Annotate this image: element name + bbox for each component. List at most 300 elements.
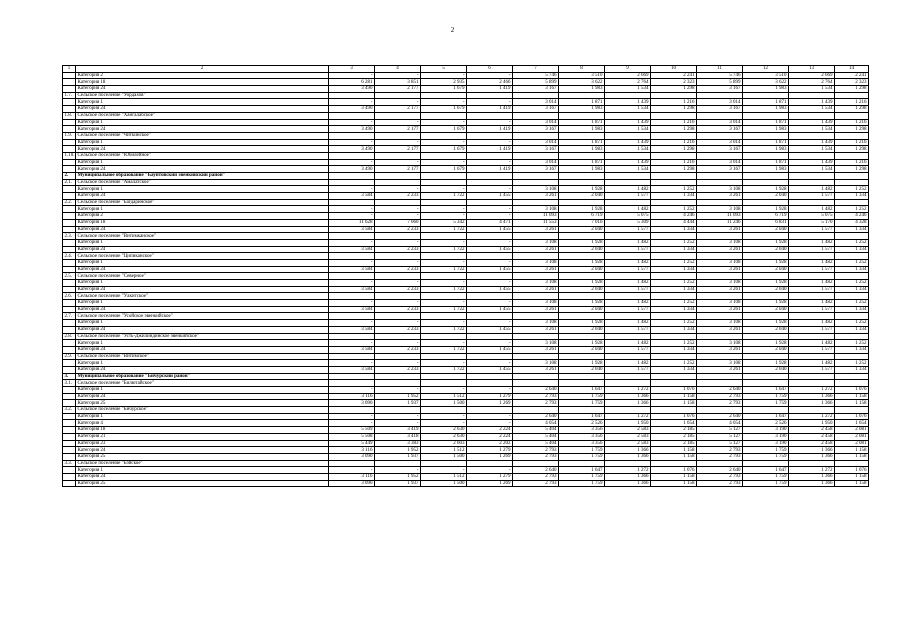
table-row	[63, 126, 869, 133]
value-cell	[421, 373, 467, 380]
value-cell: 1 334	[651, 266, 697, 273]
value-cell: 1 439	[605, 119, 651, 126]
value-cell	[651, 92, 697, 99]
value-cell: 1 577	[789, 226, 835, 233]
value-cell: 2 583	[605, 427, 651, 434]
value-cell	[513, 179, 559, 186]
value-cell: 3 419	[375, 427, 421, 434]
value-cell: 5 404	[513, 427, 559, 434]
value-cell: 1 334	[651, 366, 697, 373]
value-cell	[329, 152, 375, 159]
value-cell: -	[421, 206, 467, 213]
row-name: Категория 1	[76, 300, 329, 307]
value-cell: 1 439	[789, 99, 835, 106]
column-number: 7	[513, 66, 559, 73]
row-name: Категория 25	[76, 453, 329, 460]
value-cell: 3 108	[697, 206, 743, 213]
value-cell: -	[467, 300, 513, 307]
value-cell: 1 759	[559, 447, 605, 454]
value-cell: 1 216	[835, 119, 869, 126]
row-name: Сельское поселение "Усть-Джилиндинское эвенкийское"	[76, 333, 329, 340]
value-cell: 2 793	[697, 453, 743, 460]
value-cell: 3 261	[697, 346, 743, 353]
value-cell	[835, 293, 869, 300]
value-cell: 2 185	[651, 427, 697, 434]
value-cell: -	[375, 300, 421, 307]
value-cell: 7 060	[375, 219, 421, 226]
value-cell: 1 928	[743, 186, 789, 193]
value-cell: 2 233	[375, 366, 421, 373]
value-cell	[743, 233, 789, 240]
value-cell: 1 983	[743, 126, 789, 133]
value-cell	[697, 333, 743, 340]
row-name: Категория 21	[76, 433, 329, 440]
table-row	[63, 393, 869, 400]
value-cell	[375, 293, 421, 300]
value-cell	[835, 152, 869, 159]
value-cell: -	[467, 239, 513, 246]
row-code	[63, 106, 76, 113]
table-row	[63, 139, 869, 146]
value-cell: 1 722	[421, 346, 467, 353]
value-cell	[651, 179, 697, 186]
value-cell: 1 455	[467, 246, 513, 253]
value-cell: 1 534	[605, 146, 651, 153]
value-cell: 1 759	[559, 400, 605, 407]
value-cell: 1 534	[605, 126, 651, 133]
value-cell	[697, 152, 743, 159]
value-cell	[421, 173, 467, 180]
row-code	[63, 387, 76, 394]
value-cell	[697, 460, 743, 467]
value-cell: 1 298	[835, 126, 869, 133]
row-name: Категория 24	[76, 106, 329, 113]
section-row	[63, 152, 869, 159]
value-cell	[559, 132, 605, 139]
value-cell: 2 233	[375, 266, 421, 273]
value-cell	[421, 313, 467, 320]
value-cell: 2 793	[697, 473, 743, 480]
value-cell	[467, 353, 513, 360]
value-cell: 1 983	[559, 126, 605, 133]
table-row	[63, 193, 869, 200]
row-code	[63, 259, 76, 266]
value-cell	[559, 333, 605, 340]
value-cell: 2 526	[559, 420, 605, 427]
section-row	[63, 173, 869, 180]
value-cell: -	[329, 387, 375, 394]
value-cell	[697, 92, 743, 99]
row-name: Категория 1	[76, 413, 329, 420]
value-cell: 1 366	[789, 447, 835, 454]
value-cell: 1 534	[789, 106, 835, 113]
row-code	[63, 366, 76, 373]
value-cell: -	[467, 467, 513, 474]
row-name: Сельское поселение "Витимское"	[76, 353, 329, 360]
value-cell: 1 482	[789, 280, 835, 287]
row-name: Категория 1	[76, 259, 329, 266]
value-cell: 1 928	[743, 340, 789, 347]
value-cell: -	[329, 300, 375, 307]
value-cell	[559, 199, 605, 206]
value-cell	[605, 273, 651, 280]
value-cell	[467, 407, 513, 414]
value-cell: 1 158	[651, 393, 697, 400]
value-cell: 2 793	[513, 447, 559, 454]
value-cell	[789, 373, 835, 380]
value-cell: 1 647	[559, 413, 605, 420]
value-cell: 1 455	[467, 226, 513, 233]
value-cell	[375, 333, 421, 340]
table-row	[63, 226, 869, 233]
value-cell: 2 081	[835, 440, 869, 447]
value-cell	[835, 313, 869, 320]
value-cell: 1 937	[375, 400, 421, 407]
value-cell	[559, 92, 605, 99]
row-name: Категория 24	[76, 366, 329, 373]
value-cell	[743, 460, 789, 467]
value-cell: 2 040	[559, 266, 605, 273]
value-cell: 1 722	[421, 226, 467, 233]
value-cell: 2 458	[789, 440, 835, 447]
value-cell	[421, 380, 467, 387]
value-cell: 6 719	[559, 213, 605, 220]
value-cell: 2 224	[467, 427, 513, 434]
value-cell: 1 298	[835, 86, 869, 93]
value-cell	[697, 313, 743, 320]
value-cell: 2 793	[513, 393, 559, 400]
value-cell: 2 526	[743, 420, 789, 427]
row-name: Категория 25	[76, 400, 329, 407]
value-cell: 2 640	[697, 413, 743, 420]
value-cell	[375, 233, 421, 240]
value-cell: -	[375, 320, 421, 327]
value-cell: 1 076	[835, 387, 869, 394]
row-name: Категория 1	[76, 159, 329, 166]
value-cell: 7 016	[559, 219, 605, 226]
value-cell: -	[375, 119, 421, 126]
value-cell	[743, 253, 789, 260]
value-cell: 3 167	[513, 146, 559, 153]
value-cell: -	[329, 159, 375, 166]
value-cell	[329, 373, 375, 380]
value-cell: 3 490	[329, 106, 375, 113]
value-cell: 11 628	[329, 219, 375, 226]
value-cell: 2 233	[375, 286, 421, 293]
value-cell	[697, 199, 743, 206]
value-cell	[789, 333, 835, 340]
value-cell	[651, 173, 697, 180]
value-cell: 3 108	[513, 340, 559, 347]
value-cell: -	[329, 72, 375, 79]
value-cell	[789, 460, 835, 467]
value-cell	[467, 380, 513, 387]
value-cell: -	[421, 320, 467, 327]
value-cell: 3 116	[329, 447, 375, 454]
column-number: 8	[559, 66, 605, 73]
value-cell: 2 040	[559, 286, 605, 293]
column-number: 12	[743, 66, 789, 73]
table-row	[63, 366, 869, 373]
value-cell	[697, 380, 743, 387]
value-cell: 3 108	[513, 239, 559, 246]
value-cell: 4 246	[835, 213, 869, 220]
table-row	[63, 119, 869, 126]
row-code	[63, 306, 76, 313]
row-name: Категория 1	[76, 280, 329, 287]
value-cell: 3 584	[329, 286, 375, 293]
value-cell: 1 534	[789, 86, 835, 93]
value-cell: 2 185	[651, 440, 697, 447]
row-name: Категория 18	[76, 79, 329, 86]
value-cell: 1 482	[605, 186, 651, 193]
value-cell: 5 404	[513, 440, 559, 447]
value-cell: 3 190	[743, 433, 789, 440]
value-cell: 6 719	[743, 213, 789, 220]
value-cell: 2 040	[559, 306, 605, 313]
column-number-row	[63, 66, 869, 73]
value-cell	[513, 293, 559, 300]
value-cell: 3 116	[329, 473, 375, 480]
value-cell: 1 950	[605, 420, 651, 427]
value-cell	[513, 253, 559, 260]
value-cell	[559, 313, 605, 320]
table-row	[63, 219, 869, 226]
value-cell: -	[329, 239, 375, 246]
value-cell	[789, 253, 835, 260]
value-cell	[375, 132, 421, 139]
row-name: Категория 1	[76, 467, 329, 474]
value-cell: 3 090	[329, 480, 375, 487]
row-code	[63, 219, 76, 226]
value-cell	[835, 460, 869, 467]
value-cell: 11 093	[697, 213, 743, 220]
value-cell: 1 482	[605, 280, 651, 287]
column-number: 9	[605, 66, 651, 73]
row-code: 2.9.	[63, 353, 76, 360]
value-cell: 1 334	[835, 326, 869, 333]
value-cell: 3 108	[513, 206, 559, 213]
value-cell	[651, 293, 697, 300]
row-code: 3.3.	[63, 460, 76, 467]
value-cell: 1 577	[789, 193, 835, 200]
value-cell: 2 603	[421, 440, 467, 447]
row-name: Сельское поселение "Уордахов"	[76, 92, 329, 99]
row-code	[63, 320, 76, 327]
value-cell: 3 261	[513, 226, 559, 233]
value-cell: 1 298	[651, 166, 697, 173]
value-cell: 2 040	[559, 326, 605, 333]
value-cell	[789, 273, 835, 280]
table-row	[63, 99, 869, 106]
value-cell	[329, 460, 375, 467]
row-code	[63, 213, 76, 220]
section-row	[63, 92, 869, 99]
value-cell: 1 983	[743, 86, 789, 93]
value-cell: 1 759	[559, 473, 605, 480]
table-row	[63, 159, 869, 166]
row-code: 1.8.	[63, 112, 76, 119]
value-cell: 3 190	[743, 440, 789, 447]
value-cell: 1 654	[835, 420, 869, 427]
section-row	[63, 253, 869, 260]
value-cell	[789, 112, 835, 119]
value-cell: -	[329, 186, 375, 193]
value-cell: 5 746	[697, 72, 743, 79]
table-row	[63, 473, 869, 480]
value-cell: 3 261	[697, 226, 743, 233]
table-row	[63, 467, 869, 474]
row-code: 2.8.	[63, 333, 76, 340]
value-cell: 1 076	[835, 413, 869, 420]
value-cell	[835, 233, 869, 240]
value-cell: 1 158	[651, 447, 697, 454]
value-cell	[329, 293, 375, 300]
value-cell: 2 040	[559, 226, 605, 233]
value-cell: 1 298	[835, 146, 869, 153]
value-cell: 1 419	[467, 86, 513, 93]
value-cell: 2 793	[697, 480, 743, 487]
value-cell: 1 076	[651, 413, 697, 420]
value-cell: 1 983	[559, 106, 605, 113]
value-cell: 2 793	[697, 393, 743, 400]
value-cell	[513, 173, 559, 180]
value-cell: 1 158	[651, 453, 697, 460]
value-cell: -	[329, 206, 375, 213]
value-cell: -	[329, 413, 375, 420]
value-cell: 1 334	[835, 246, 869, 253]
row-name: Сельское поселение "Уакитское"	[76, 293, 329, 300]
value-cell: 1 216	[651, 159, 697, 166]
value-cell	[835, 173, 869, 180]
value-cell	[605, 173, 651, 180]
value-cell: -	[375, 159, 421, 166]
value-cell: -	[467, 139, 513, 146]
value-cell: 3 014	[513, 99, 559, 106]
column-number: 11	[697, 66, 743, 73]
value-cell: 1 482	[789, 186, 835, 193]
value-cell: 1 272	[789, 387, 835, 394]
value-cell: 3 014	[513, 159, 559, 166]
value-cell	[835, 132, 869, 139]
value-cell: 1 937	[375, 480, 421, 487]
row-code	[63, 300, 76, 307]
row-code: 2.3.	[63, 233, 76, 240]
row-name: Сельское поселение "Багдаринское"	[76, 199, 329, 206]
value-cell	[329, 112, 375, 119]
table-row	[63, 306, 869, 313]
value-cell: 2 793	[513, 453, 559, 460]
value-cell: 1 216	[835, 139, 869, 146]
row-code	[63, 413, 76, 420]
value-cell: 5 309	[605, 219, 651, 226]
table-row	[63, 300, 869, 307]
table-row	[63, 427, 869, 434]
value-cell	[651, 152, 697, 159]
table-row	[63, 86, 869, 93]
value-cell: 2 233	[375, 326, 421, 333]
value-cell	[513, 132, 559, 139]
value-cell: 1 252	[835, 280, 869, 287]
value-cell: 3 584	[329, 326, 375, 333]
row-code	[63, 453, 76, 460]
value-cell: 1 216	[835, 99, 869, 106]
value-cell: 3 108	[513, 186, 559, 193]
value-cell: 3 108	[697, 360, 743, 367]
value-cell: 1 482	[605, 239, 651, 246]
value-cell: 1 722	[421, 326, 467, 333]
row-name: Сельское поселение "Северное"	[76, 273, 329, 280]
value-cell: -	[329, 280, 375, 287]
value-cell: 1 298	[835, 166, 869, 173]
value-cell: 1 679	[421, 106, 467, 113]
value-cell	[329, 407, 375, 414]
value-cell	[697, 273, 743, 280]
row-code	[63, 126, 76, 133]
value-cell	[789, 313, 835, 320]
value-cell: 1 482	[789, 300, 835, 307]
value-cell: 1 928	[743, 206, 789, 213]
value-cell	[375, 353, 421, 360]
value-cell: 1 647	[559, 467, 605, 474]
value-cell	[559, 460, 605, 467]
value-cell: 1 928	[559, 206, 605, 213]
value-cell: 1 455	[467, 306, 513, 313]
value-cell	[605, 199, 651, 206]
value-cell	[559, 253, 605, 260]
value-cell: 1 269	[467, 453, 513, 460]
value-cell: 6 831	[743, 219, 789, 226]
value-cell: 11 553	[513, 219, 559, 226]
value-cell	[605, 253, 651, 260]
table-row	[63, 387, 869, 394]
value-cell: 1 439	[605, 159, 651, 166]
value-cell: 1 298	[651, 126, 697, 133]
value-cell: 2 640	[697, 387, 743, 394]
value-cell: 2 640	[513, 467, 559, 474]
value-cell: -	[421, 387, 467, 394]
value-cell: 2 935	[421, 79, 467, 86]
value-cell: 2 040	[743, 246, 789, 253]
column-number: 13	[789, 66, 835, 73]
value-cell: 3 356	[559, 440, 605, 447]
value-cell: 2 233	[375, 346, 421, 353]
value-cell: 2 233	[375, 226, 421, 233]
value-cell	[835, 112, 869, 119]
row-name: Категория 18	[76, 219, 329, 226]
value-cell: 3 490	[329, 146, 375, 153]
value-cell: 2 177	[375, 106, 421, 113]
row-code	[63, 440, 76, 447]
value-cell: -	[329, 213, 375, 220]
value-cell: -	[329, 467, 375, 474]
value-cell: 1 334	[651, 193, 697, 200]
value-cell: 3 108	[697, 320, 743, 327]
value-cell: 2 630	[421, 433, 467, 440]
value-cell	[421, 179, 467, 186]
value-cell: 1 334	[835, 306, 869, 313]
row-name: Сельское поселение "Усойское эвенкийское"	[76, 313, 329, 320]
value-cell: 3 490	[329, 166, 375, 173]
row-name: Категория 4	[76, 420, 329, 427]
value-cell: 1 076	[835, 467, 869, 474]
value-cell: 1 759	[743, 400, 789, 407]
value-cell: 1 298	[651, 106, 697, 113]
value-cell	[421, 92, 467, 99]
value-cell	[835, 253, 869, 260]
value-cell	[513, 353, 559, 360]
value-cell: -	[467, 259, 513, 266]
